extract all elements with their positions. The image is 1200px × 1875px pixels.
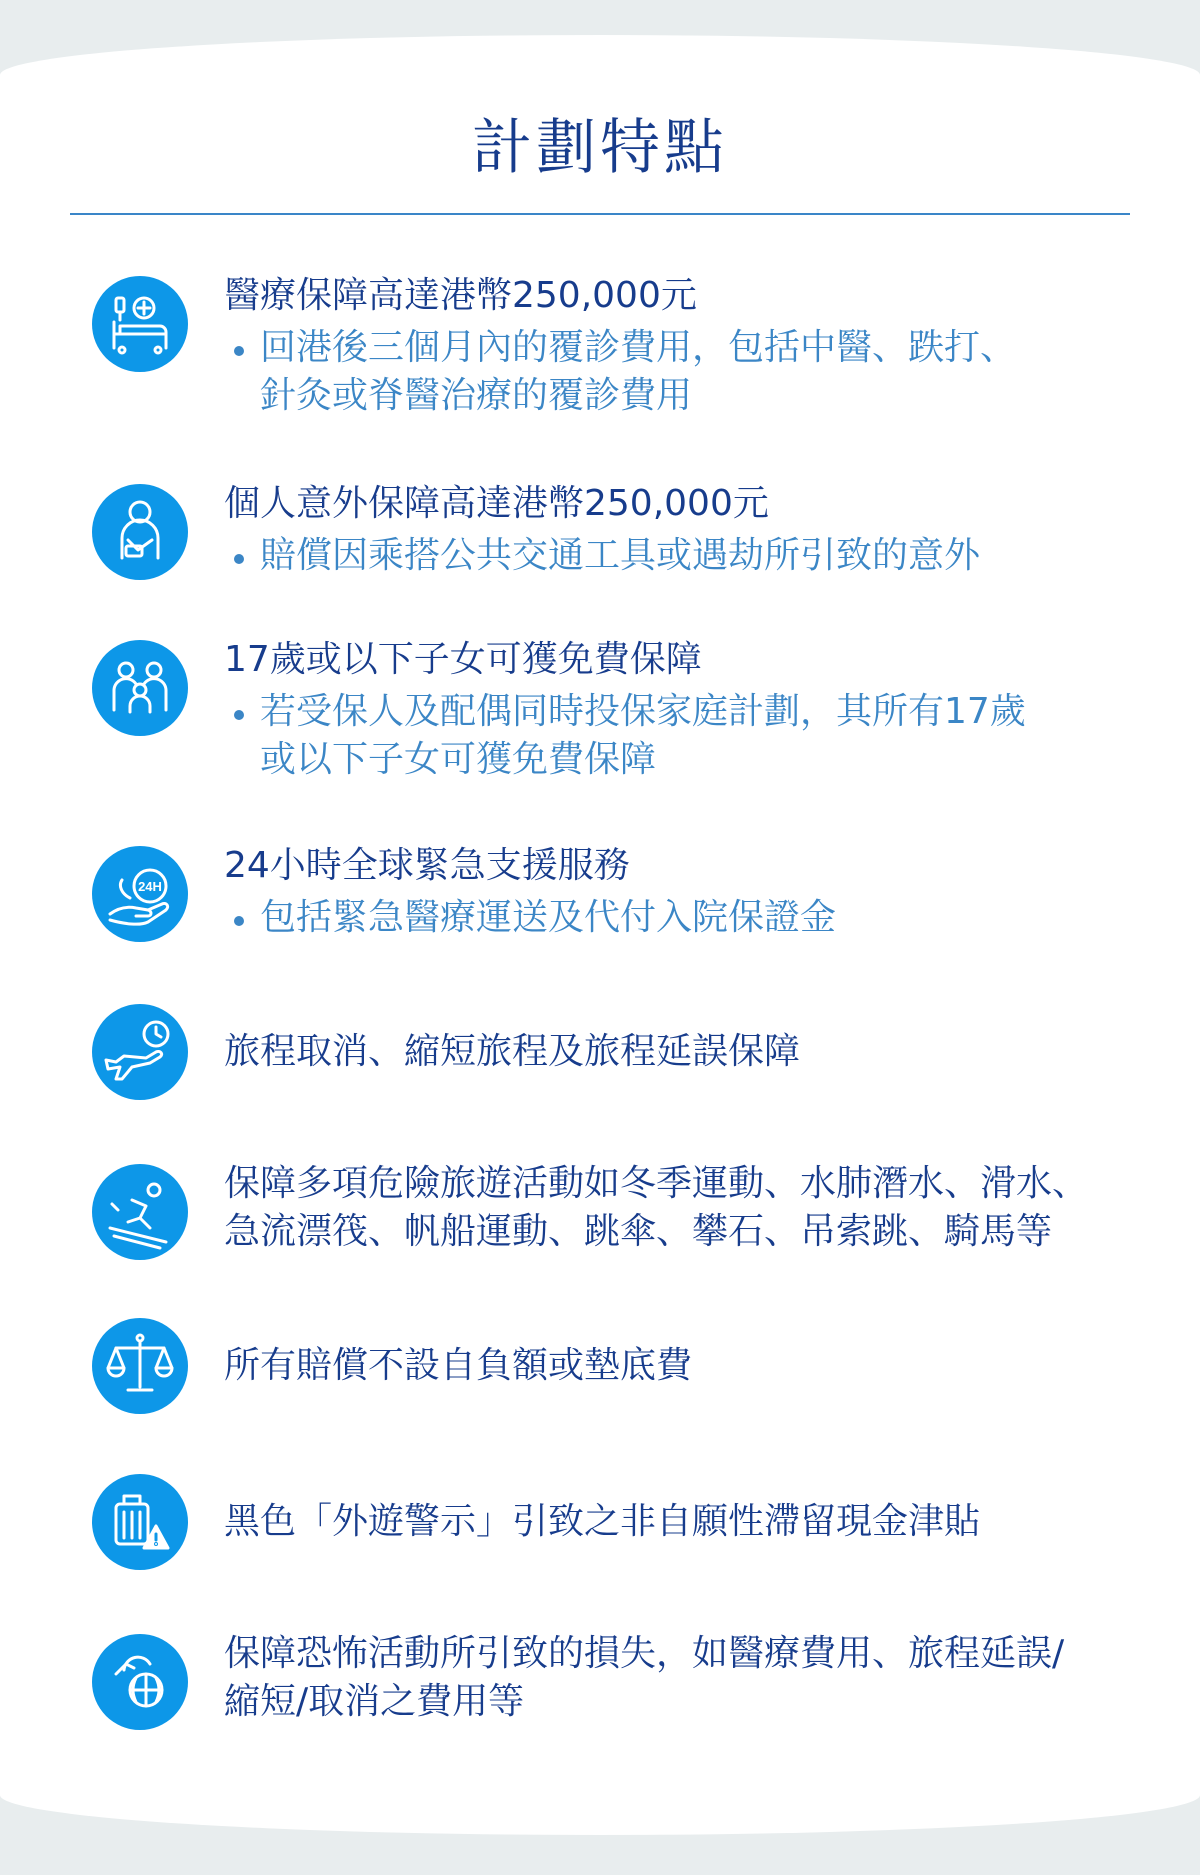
support-24h-badge: 24H <box>138 879 162 894</box>
hospital-bed-icon <box>92 276 188 372</box>
title-divider <box>70 213 1130 215</box>
feature-headline: 旅程取消、縮短旅程及旅程延誤保障 <box>224 1031 801 1072</box>
grenade-globe-icon <box>92 1634 188 1730</box>
feature-headline: 醫療保障高達港幣250,000元 <box>224 275 697 316</box>
luggage-warning-icon <box>92 1474 188 1570</box>
injured-person-icon <box>92 484 188 580</box>
feature-headline: 保障恐怖活動所引致的損失，如醫療費用、旅程延誤/ 縮短/取消之費用等 <box>224 1633 1065 1722</box>
feature-bullet: 回港後三個月內的覆診費用，包括中醫、跌打、 針灸或脊醫治療的覆診費用 <box>224 324 1144 420</box>
feature-headline: 黑色「外遊警示」引致之非自願性滯留現金津貼 <box>224 1501 981 1542</box>
family-icon <box>92 640 188 736</box>
feature-headline: 所有賠償不設自負額或墊底費 <box>224 1345 693 1386</box>
feature-bullet: 包括緊急醫療運送及代付入院保證金 <box>224 894 1144 942</box>
feature-headline: 保障多項危險旅遊活動如冬季運動、水肺潛水、滑水、 急流漂筏、帆船運動、跳傘、攀石、吊索跳、騎馬等 <box>224 1163 1089 1252</box>
airplane-clock-icon <box>92 1004 188 1100</box>
feature-headline: 個人意外保障高達港幣250,000元 <box>224 483 769 524</box>
feature-bullet: 賠償因乘搭公共交通工具或遇劫所引致的意外 <box>224 532 1144 580</box>
page-title: 計劃特點 <box>472 113 728 183</box>
support-24h-icon <box>92 846 188 942</box>
skier-icon <box>92 1164 188 1260</box>
scale-icon <box>92 1318 188 1414</box>
feature-headline: 24小時全球緊急支援服務 <box>224 845 630 886</box>
feature-headline: 17歲或以下子女可獲免費保障 <box>224 639 702 680</box>
feature-bullet: 若受保人及配偶同時投保家庭計劃，其所有17歲 或以下子女可獲免費保障 <box>224 688 1144 784</box>
